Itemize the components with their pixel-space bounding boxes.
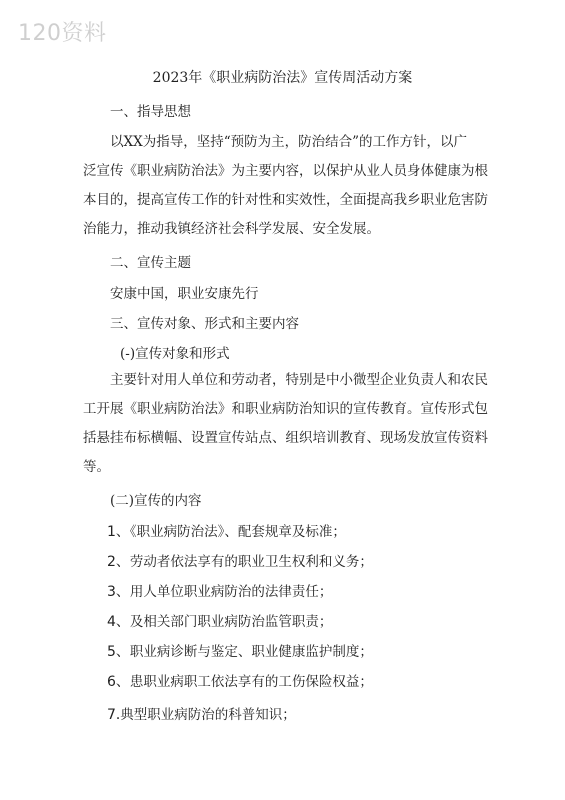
list-item-text: 用人单位职业病防治的法律责任； xyxy=(129,584,333,600)
paragraph-line: 以XX为指导，坚持“预防为主，防治结合”的工作方针，以广 xyxy=(110,134,468,150)
list-item-number: 1、 xyxy=(107,524,130,540)
list-item-text: 患职业病职工依法享有的工伤保险权益； xyxy=(129,674,373,690)
list-item-text: 职业病诊断与鉴定、职业健康监护制度； xyxy=(129,644,373,660)
list-item xyxy=(107,520,346,541)
list-item-text: .典型职业病防治的科普知识； xyxy=(115,707,296,723)
list-item-text: 劳动者依法享有的职业卫生权利和义务； xyxy=(129,554,373,570)
subsection-2-heading: (二)宣传的内容 xyxy=(110,493,202,509)
paragraph-line: 工开展《职业病防治法》和职业病防治知识的宣传教育。宣传形式包 xyxy=(83,401,488,417)
list-item-number: 7 xyxy=(107,707,116,723)
list-item-number: 4、 xyxy=(107,614,130,630)
list-item-number: 5、 xyxy=(107,644,130,660)
list-item xyxy=(107,580,332,601)
paragraph-line: 等。 xyxy=(83,459,110,475)
section-3-heading: 三、宣传对象、形式和主要内容 xyxy=(110,316,299,332)
list-item-number: 2、 xyxy=(107,554,130,570)
section-1-paragraph xyxy=(83,128,488,244)
paragraph-line: 本目的，提高宣传工作的针对性和实效性，全面提高我乡职业危害防 xyxy=(83,192,488,208)
paragraph-line: 主要针对用人单位和劳动者，特别是中小微型企业负责人和农民 xyxy=(110,372,488,388)
list-item xyxy=(107,670,373,691)
paragraph-line: 括悬挂布标横幅、设置宣传站点、组织培训教育、现场发放宣传资料 xyxy=(83,430,488,446)
list-item xyxy=(107,550,373,571)
list-item xyxy=(107,703,296,723)
document-title: 2023年《职业病防治法》宣传周活动方案 xyxy=(152,70,413,86)
subsection-1-heading: (-)宣传对象和形式 xyxy=(120,346,230,362)
list-item-text: 及相关部门职业病防治监管职责； xyxy=(129,614,333,630)
section-2-theme: 安康中国，职业安康先行 xyxy=(110,286,259,302)
section-1-heading: 一、指导思想 xyxy=(110,104,191,120)
section-3-paragraph xyxy=(83,366,488,482)
list-item xyxy=(107,610,332,631)
list-item xyxy=(107,640,373,661)
section-2-heading: 二、宣传主题 xyxy=(110,255,191,271)
paragraph-line: 泛宣传《职业病防治法》为主要内容，以保护从业人员身体健康为根 xyxy=(83,163,488,179)
paragraph-line: 治能力，推动我镇经济社会科学发展、安全发展。 xyxy=(83,221,380,237)
list-item-number: 6、 xyxy=(107,674,130,690)
list-item-text: 《职业病防治法》、配套规章及标准； xyxy=(129,524,346,540)
list-item-number: 3、 xyxy=(107,584,130,600)
watermark-logo: 120资料 xyxy=(18,21,107,46)
